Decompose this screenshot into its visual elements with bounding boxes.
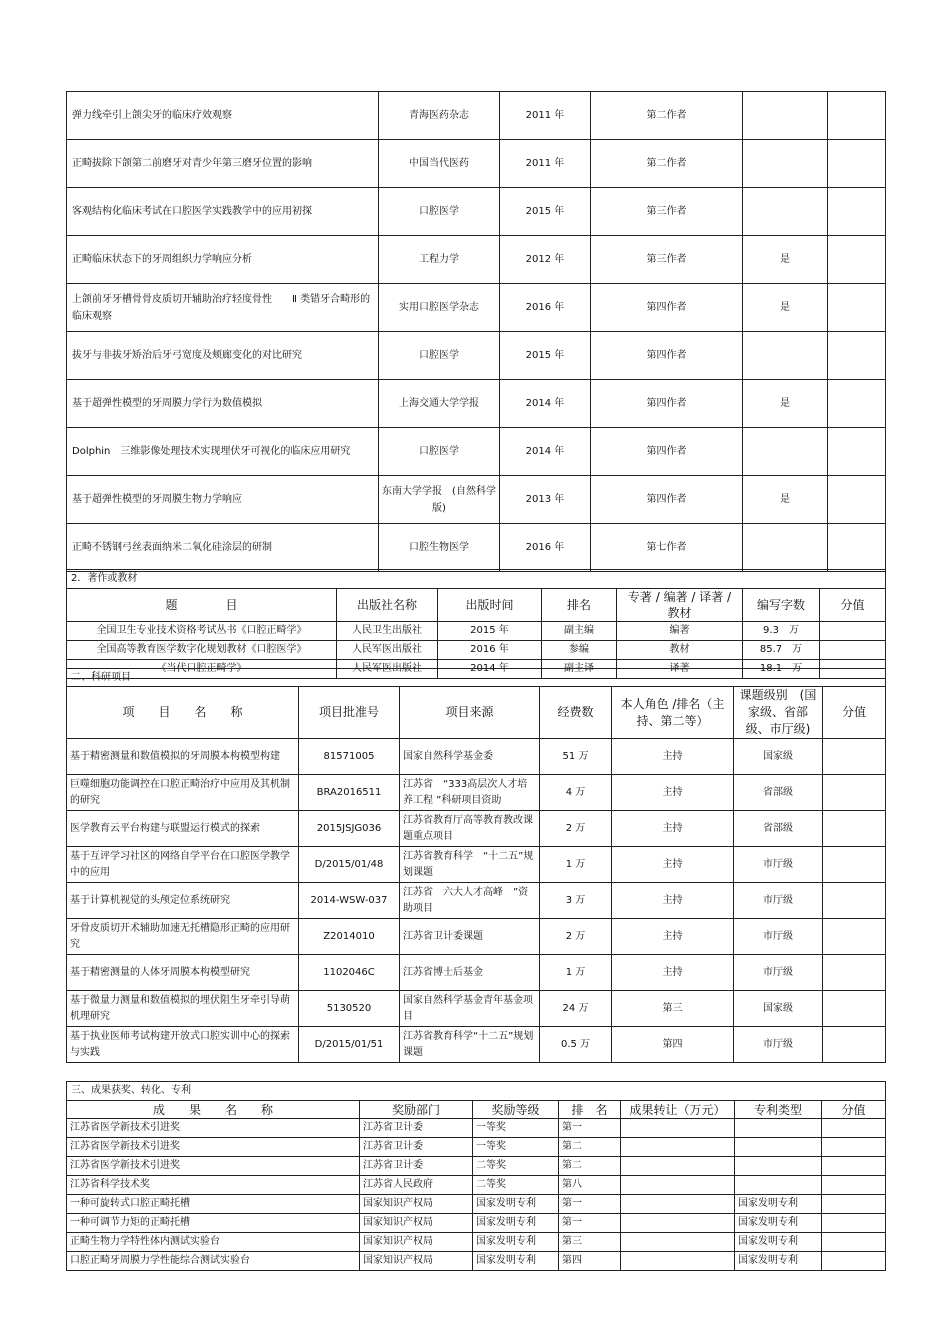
publication-year: 2012 年 — [500, 236, 591, 284]
award-name: 江苏省医学新技术引进奖 — [67, 1119, 360, 1138]
award-dept: 江苏省卫计委 — [360, 1138, 473, 1157]
publication-row — [67, 476, 886, 524]
publication-empty — [828, 332, 886, 380]
publication-journal: 工程力学 — [379, 236, 500, 284]
project-funding: 2 万 — [540, 919, 612, 955]
award-row — [67, 1252, 886, 1271]
publication-year: 2015 年 — [500, 332, 591, 380]
award-patent — [735, 1176, 822, 1195]
publication-journal: 口腔医学 — [379, 332, 500, 380]
publication-empty — [828, 476, 886, 524]
project-name: 基于精密测量和数值模拟的牙周膜本构模型构建 — [67, 739, 299, 775]
award-dept: 国家知识产权局 — [360, 1233, 473, 1252]
project-level: 省部级 — [734, 775, 823, 811]
publication-year: 2014 年 — [500, 428, 591, 476]
award-row — [67, 1195, 886, 1214]
award-name: 口腔正畸牙周膜力学性能综合测试实验台 — [67, 1252, 360, 1271]
publication-journal: 口腔医学 — [379, 428, 500, 476]
award-score — [822, 1157, 886, 1176]
project-level: 国家级 — [734, 991, 823, 1027]
project-funding: 4 万 — [540, 775, 612, 811]
project-row — [67, 883, 886, 919]
publication-year: 2013 年 — [500, 476, 591, 524]
project-approval: Z2014010 — [299, 919, 400, 955]
publication-row — [67, 428, 886, 476]
project-approval: 2015JSJG036 — [299, 811, 400, 847]
award-dept: 江苏省人民政府 — [360, 1176, 473, 1195]
project-row — [67, 919, 886, 955]
project-funding: 0.5 万 — [540, 1027, 612, 1063]
award-row — [67, 1176, 886, 1195]
award-dept: 江苏省卫计委 — [360, 1157, 473, 1176]
award-row — [67, 1233, 886, 1252]
book-type: 教材 — [617, 641, 743, 660]
award-transfer — [621, 1176, 735, 1195]
project-funding: 3 万 — [540, 883, 612, 919]
award-dept: 江苏省卫计委 — [360, 1119, 473, 1138]
project-approval: BRA2016511 — [299, 775, 400, 811]
awards-table — [66, 1081, 886, 1271]
publication-role: 第二作者 — [591, 140, 743, 188]
project-funding: 1 万 — [540, 847, 612, 883]
award-dept: 国家知识产权局 — [360, 1214, 473, 1233]
publication-empty — [828, 236, 886, 284]
books-header-title: 题 目 — [67, 589, 337, 622]
project-name: 牙骨皮质切开术辅助加速无托槽隐形正畸的应用研究 — [67, 919, 299, 955]
book-row — [67, 641, 886, 660]
book-words: 18.1 万 — [743, 660, 820, 679]
books-header-type: 专著 / 编著 / 译著 / 教材 — [617, 589, 743, 622]
award-grade: 国家发明专利 — [473, 1195, 559, 1214]
project-score — [823, 847, 886, 883]
awards-section-title: 三、成果获奖、转化、专利 — [67, 1082, 886, 1101]
books-header-date: 出版时间 — [438, 589, 542, 622]
projects-header-funding: 经费数 — [540, 687, 612, 739]
publication-journal: 上海交通大学学报 — [379, 380, 500, 428]
project-approval: 81571005 — [299, 739, 400, 775]
projects-body — [67, 669, 886, 1063]
book-rank: 副主译 — [542, 660, 617, 679]
publication-journal: 口腔医学 — [379, 188, 500, 236]
award-row — [67, 1119, 886, 1138]
publication-row — [67, 524, 886, 572]
award-row — [67, 1138, 886, 1157]
publication-empty — [828, 92, 886, 140]
award-name: 江苏省科学技术奖 — [67, 1176, 360, 1195]
project-row — [67, 991, 886, 1027]
publication-role: 第七作者 — [591, 524, 743, 572]
book-date: 2014 年 — [438, 660, 542, 679]
publication-title: Dolphin 三维影像处理技术实现埋伏牙可视化的临床应用研究 — [67, 428, 379, 476]
publication-empty — [828, 284, 886, 332]
award-transfer — [621, 1233, 735, 1252]
publication-row — [67, 140, 886, 188]
book-type: 译著 — [617, 660, 743, 679]
award-name: 一种可调节力矩的正畸托槽 — [67, 1214, 360, 1233]
project-funding: 24 万 — [540, 991, 612, 1027]
publication-empty — [828, 188, 886, 236]
publication-role: 第四作者 — [591, 476, 743, 524]
publication-flag: 是 — [743, 236, 828, 284]
publication-year: 2011 年 — [500, 92, 591, 140]
publication-title: 拔牙与非拔牙矫治后牙弓宽度及颊廊变化的对比研究 — [67, 332, 379, 380]
publication-row — [67, 284, 886, 332]
project-score — [823, 775, 886, 811]
award-score — [822, 1119, 886, 1138]
publication-row — [67, 188, 886, 236]
award-patent: 国家发明专利 — [735, 1195, 822, 1214]
publication-role: 第四作者 — [591, 332, 743, 380]
project-role: 主持 — [612, 847, 734, 883]
publication-flag — [743, 428, 828, 476]
project-name: 基于精密测量的人体牙周膜本构模型研究 — [67, 955, 299, 991]
publication-role: 第四作者 — [591, 428, 743, 476]
project-approval: D/2015/01/48 — [299, 847, 400, 883]
project-source: 江苏省 六大人才高峰 ”资助项目 — [400, 883, 540, 919]
project-role: 主持 — [612, 883, 734, 919]
publication-title: 正畸临床状态下的牙周组织力学响应分析 — [67, 236, 379, 284]
project-score — [823, 739, 886, 775]
award-grade: 二等奖 — [473, 1157, 559, 1176]
award-rank: 第二 — [559, 1157, 621, 1176]
project-level: 市厅级 — [734, 1027, 823, 1063]
projects-header-row — [67, 687, 886, 739]
project-level: 市厅级 — [734, 847, 823, 883]
project-row — [67, 955, 886, 991]
projects-header-source: 项目来源 — [400, 687, 540, 739]
books-header-rank: 排名 — [542, 589, 617, 622]
project-row — [67, 739, 886, 775]
award-grade: 国家发明专利 — [473, 1214, 559, 1233]
award-grade: 国家发明专利 — [473, 1252, 559, 1271]
award-transfer — [621, 1138, 735, 1157]
publication-journal: 口腔生物医学 — [379, 524, 500, 572]
publication-empty — [828, 140, 886, 188]
publication-title: 上颌前牙牙槽骨骨皮质切开辅助治疗轻度骨性 Ⅱ 类错牙合畸形的临床观察 — [67, 284, 379, 332]
project-source: 国家自然科学基金青年基金项目 — [400, 991, 540, 1027]
publication-flag — [743, 332, 828, 380]
publication-empty — [828, 524, 886, 572]
publication-flag — [743, 188, 828, 236]
project-funding: 51 万 — [540, 739, 612, 775]
award-patent: 国家发明专利 — [735, 1233, 822, 1252]
award-name: 江苏省医学新技术引进奖 — [67, 1157, 360, 1176]
book-score — [820, 641, 886, 660]
award-rank: 第八 — [559, 1176, 621, 1195]
award-score — [822, 1214, 886, 1233]
award-transfer — [621, 1252, 735, 1271]
awards-header-dept: 奖励部门 — [360, 1101, 473, 1119]
award-patent — [735, 1138, 822, 1157]
project-name: 基于计算机视觉的头颅定位系统研究 — [67, 883, 299, 919]
publication-row — [67, 332, 886, 380]
project-role: 第四 — [612, 1027, 734, 1063]
book-row — [67, 622, 886, 641]
award-score — [822, 1252, 886, 1271]
project-score — [823, 955, 886, 991]
publication-title: 正畸不锈钢弓丝表面纳米二氧化硅涂层的研制 — [67, 524, 379, 572]
publication-year: 2016 年 — [500, 524, 591, 572]
books-body — [67, 570, 886, 679]
books-section-title: 2．著作或教材 — [67, 570, 886, 589]
publication-role: 第四作者 — [591, 380, 743, 428]
publication-year: 2011 年 — [500, 140, 591, 188]
awards-header-name: 成 果 名 称 — [67, 1101, 360, 1119]
award-score — [822, 1233, 886, 1252]
projects-section-title: 二、科研项目 — [67, 669, 886, 687]
project-score — [823, 883, 886, 919]
publication-title: 基于超弹性模型的牙周膜力学行为数值模拟 — [67, 380, 379, 428]
project-level: 市厅级 — [734, 955, 823, 991]
book-type: 编著 — [617, 622, 743, 641]
publication-empty — [828, 380, 886, 428]
book-title: 全国卫生专业技术资格考试丛书《口腔正畸学》 — [67, 622, 337, 641]
project-name: 基于执业医师考试构建开放式口腔实训中心的探索与实践 — [67, 1027, 299, 1063]
project-approval: 1102046C — [299, 955, 400, 991]
project-source: 江苏省教育厅高等教育教改课题重点项目 — [400, 811, 540, 847]
awards-header-transfer: 成果转让（万元） — [621, 1101, 735, 1119]
award-dept: 国家知识产权局 — [360, 1252, 473, 1271]
project-role: 主持 — [612, 955, 734, 991]
publication-journal: 中国当代医药 — [379, 140, 500, 188]
project-level: 国家级 — [734, 739, 823, 775]
awards-header-grade: 奖励等级 — [473, 1101, 559, 1119]
project-funding: 1 万 — [540, 955, 612, 991]
project-source: 江苏省教育科学“十二五”规划课题 — [400, 1027, 540, 1063]
books-header-words: 编写字数 — [743, 589, 820, 622]
project-role: 主持 — [612, 811, 734, 847]
award-patent — [735, 1157, 822, 1176]
publication-journal: 青海医药杂志 — [379, 92, 500, 140]
award-transfer — [621, 1119, 735, 1138]
award-dept: 国家知识产权局 — [360, 1195, 473, 1214]
publication-flag — [743, 140, 828, 188]
award-name: 一种可旋转式口腔正畸托槽 — [67, 1195, 360, 1214]
publication-row — [67, 92, 886, 140]
project-name: 基于微量力测量和数值模拟的埋伏阻生牙牵引导萌机理研究 — [67, 991, 299, 1027]
project-role: 第三 — [612, 991, 734, 1027]
projects-header-approval: 项目批准号 — [299, 687, 400, 739]
project-row — [67, 775, 886, 811]
award-patent — [735, 1119, 822, 1138]
project-row — [67, 1027, 886, 1063]
publication-flag: 是 — [743, 284, 828, 332]
publication-journal: 实用口腔医学杂志 — [379, 284, 500, 332]
project-approval: D/2015/01/51 — [299, 1027, 400, 1063]
award-patent: 国家发明专利 — [735, 1252, 822, 1271]
award-name: 江苏省医学新技术引进奖 — [67, 1138, 360, 1157]
projects-header-level: 课题级别 (国家级、省部级、市厅级) — [734, 687, 823, 739]
awards-header-score: 分值 — [822, 1101, 886, 1119]
book-title: 全国高等教育医学数字化规划教材《口腔医学》 — [67, 641, 337, 660]
publication-row — [67, 380, 886, 428]
publications-body — [67, 92, 886, 572]
publication-row — [67, 236, 886, 284]
book-rank: 参编 — [542, 641, 617, 660]
projects-header-score: 分值 — [823, 687, 886, 739]
award-score — [822, 1176, 886, 1195]
project-name: 医学教育云平台构建与联盟运行模式的探索 — [67, 811, 299, 847]
award-row — [67, 1157, 886, 1176]
project-role: 主持 — [612, 919, 734, 955]
awards-body — [67, 1082, 886, 1271]
book-title: 《当代口腔正畸学》 — [67, 660, 337, 679]
project-row — [67, 811, 886, 847]
publication-year: 2015 年 — [500, 188, 591, 236]
book-date: 2015 年 — [438, 622, 542, 641]
project-level: 省部级 — [734, 811, 823, 847]
project-approval: 2014-WSW-037 — [299, 883, 400, 919]
project-score — [823, 919, 886, 955]
project-score — [823, 991, 886, 1027]
book-publisher: 人民军医出版社 — [337, 641, 438, 660]
book-words: 85.7 万 — [743, 641, 820, 660]
projects-table — [66, 668, 886, 1063]
project-source: 国家自然科学基金委 — [400, 739, 540, 775]
books-header-publisher: 出版社名称 — [337, 589, 438, 622]
project-level: 市厅级 — [734, 919, 823, 955]
award-rank: 第一 — [559, 1119, 621, 1138]
award-transfer — [621, 1195, 735, 1214]
project-name: 巨噬细胞功能调控在口腔正畸治疗中应用及其机制的研究 — [67, 775, 299, 811]
project-approval: 5130520 — [299, 991, 400, 1027]
publication-year: 2014 年 — [500, 380, 591, 428]
publication-year: 2016 年 — [500, 284, 591, 332]
award-grade: 一等奖 — [473, 1138, 559, 1157]
award-rank: 第二 — [559, 1138, 621, 1157]
award-rank: 第一 — [559, 1214, 621, 1233]
publication-role: 第三作者 — [591, 188, 743, 236]
award-rank: 第一 — [559, 1195, 621, 1214]
project-name: 基于互评学习社区的网络自学平台在口腔医学教学中的应用 — [67, 847, 299, 883]
publication-title: 弹力线牵引上颌尖牙的临床疗效观察 — [67, 92, 379, 140]
projects-header-role: 本人角色 /排名（主持、第二等） — [612, 687, 734, 739]
book-score — [820, 622, 886, 641]
books-table — [66, 569, 886, 679]
book-words: 9.3 万 — [743, 622, 820, 641]
award-transfer — [621, 1157, 735, 1176]
publication-flag — [743, 524, 828, 572]
project-funding: 2 万 — [540, 811, 612, 847]
book-publisher: 人民军医出版社 — [337, 660, 438, 679]
publication-flag: 是 — [743, 476, 828, 524]
publication-role: 第三作者 — [591, 236, 743, 284]
award-score — [822, 1138, 886, 1157]
project-source: 江苏省卫计委课题 — [400, 919, 540, 955]
publication-role: 第二作者 — [591, 92, 743, 140]
project-score — [823, 811, 886, 847]
publication-title: 基于超弹性模型的牙周膜生物力学响应 — [67, 476, 379, 524]
project-source: 江苏省教育科学 “十二五”规划课题 — [400, 847, 540, 883]
project-role: 主持 — [612, 775, 734, 811]
publication-flag: 是 — [743, 380, 828, 428]
publication-title: 客观结构化临床考试在口腔医学实践教学中的应用初探 — [67, 188, 379, 236]
project-score — [823, 1027, 886, 1063]
award-rank: 第三 — [559, 1233, 621, 1252]
projects-header-name: 项 目 名 称 — [67, 687, 299, 739]
project-row — [67, 847, 886, 883]
award-grade: 国家发明专利 — [473, 1233, 559, 1252]
project-source: 江苏省 “333高层次人才培养工程 ”科研项目资助 — [400, 775, 540, 811]
project-level: 市厅级 — [734, 883, 823, 919]
project-source: 江苏省博士后基金 — [400, 955, 540, 991]
publication-flag — [743, 92, 828, 140]
award-row — [67, 1214, 886, 1233]
project-role: 主持 — [612, 739, 734, 775]
award-grade: 一等奖 — [473, 1119, 559, 1138]
awards-header-row — [67, 1101, 886, 1119]
award-patent: 国家发明专利 — [735, 1214, 822, 1233]
publication-role: 第四作者 — [591, 284, 743, 332]
publications-table — [66, 91, 886, 572]
award-rank: 第四 — [559, 1252, 621, 1271]
publication-empty — [828, 428, 886, 476]
book-date: 2016 年 — [438, 641, 542, 660]
book-rank: 副主编 — [542, 622, 617, 641]
book-publisher: 人民卫生出版社 — [337, 622, 438, 641]
books-header-score: 分值 — [820, 589, 886, 622]
award-score — [822, 1195, 886, 1214]
books-header-row — [67, 589, 886, 622]
award-grade: 二等奖 — [473, 1176, 559, 1195]
awards-header-rank: 排 名 — [559, 1101, 621, 1119]
award-name: 正畸生物力学特性体内测试实验台 — [67, 1233, 360, 1252]
awards-header-patent: 专利类型 — [735, 1101, 822, 1119]
publication-title: 正畸拔除下颌第二前磨牙对青少年第三磨牙位置的影响 — [67, 140, 379, 188]
publication-journal: 东南大学学报 (自然科学版) — [379, 476, 500, 524]
award-transfer — [621, 1214, 735, 1233]
